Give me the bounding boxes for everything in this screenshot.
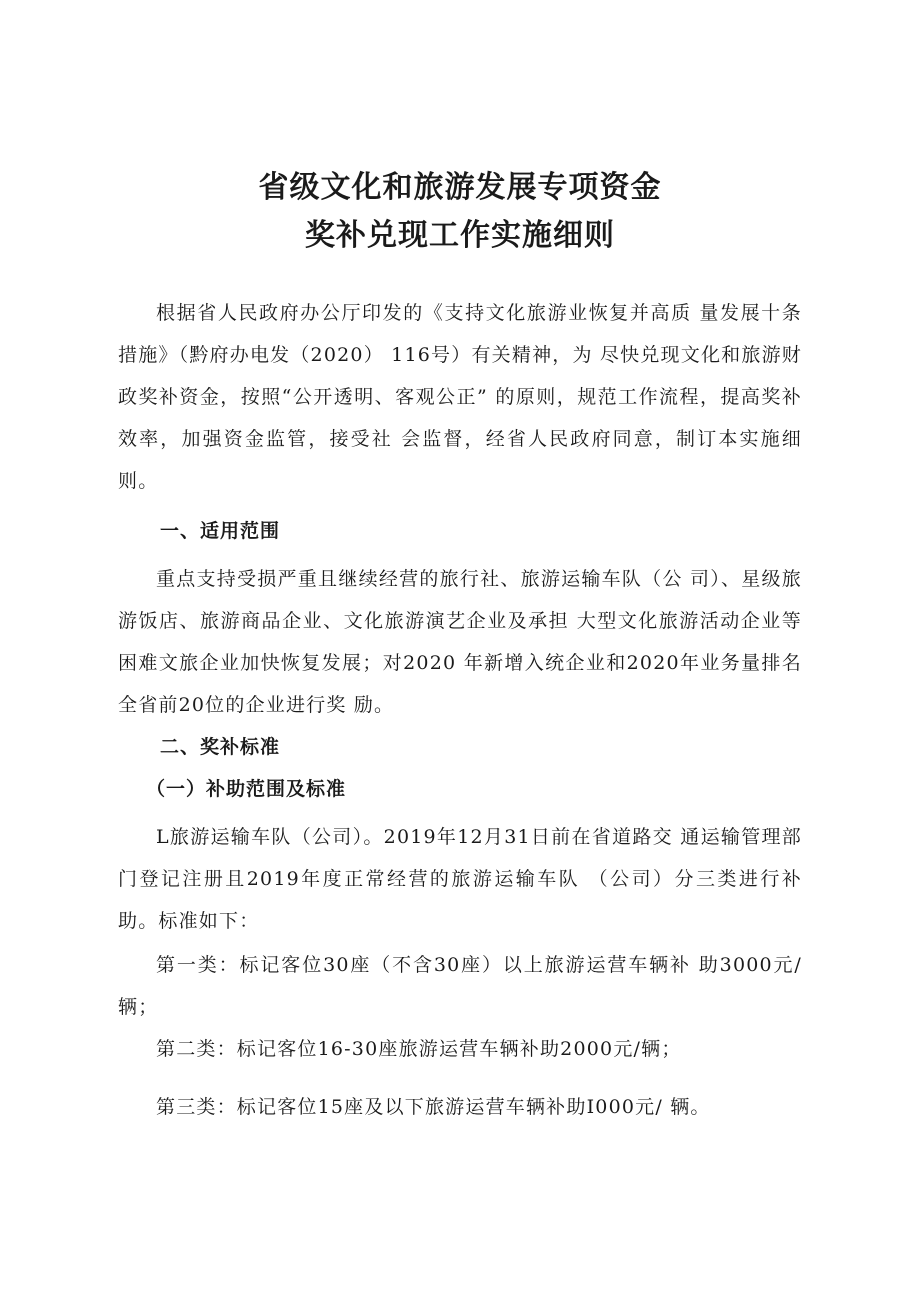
subsidy-paragraph: L旅游运输车队（公司）。2019年12月31日前在省道路交 通运输管理部门登记注册且2019年度正常经营的旅游运输车队 （公司）分三类进行补助。标准如下： [118,826,802,932]
category-two-paragraph: 第二类：标记客位16-30座旅游运营车辆补助2000元/辆； [156,1038,682,1060]
document-title-line2: 奖补兑现工作实施细则 [305,218,615,253]
scope-paragraph: 重点支持受损严重且继续经营的旅行社、旅游运输车队（公 司）、星级旅游饭店、旅游商品企业、文化旅游演艺企业及承担 大型文化旅游活动企业等困难文旅企业加快恢复发展；对2020 年新增入统企业和2020年业务量排名全省前20位的企业进行奖 励。 [118,568,802,716]
section-heading-standards: 二、奖补标准 [160,736,281,758]
subsection-heading-subsidy: （一）补助范围及标准 [146,778,347,800]
category-three-paragraph: 第三类：标记客位15座及以下旅游运营车辆补助I000元/ 辆。 [156,1096,711,1118]
category-one-paragraph: 第一类：标记客位30座（不含30座）以上旅游运营车辆补 助3000元/辆； [118,954,802,1018]
section-heading-scope: 一、适用范围 [160,520,281,542]
document-title-line1: 省级文化和旅游发展专项资金 [258,170,662,205]
intro-paragraph: 根据省人民政府办公厅印发的《支持文化旅游业恢复并高质 量发展十条措施》（黔府办电发（2020） 116号）有关精神，为 尽快兑现文化和旅游财政奖补资金，按照“公开透明、客观公正” 的原则，规范工作流程，提高奖补效率，加强资金监管，接受社 会监督，经省人民政府同意，制订本实施细则。 [118,302,802,492]
